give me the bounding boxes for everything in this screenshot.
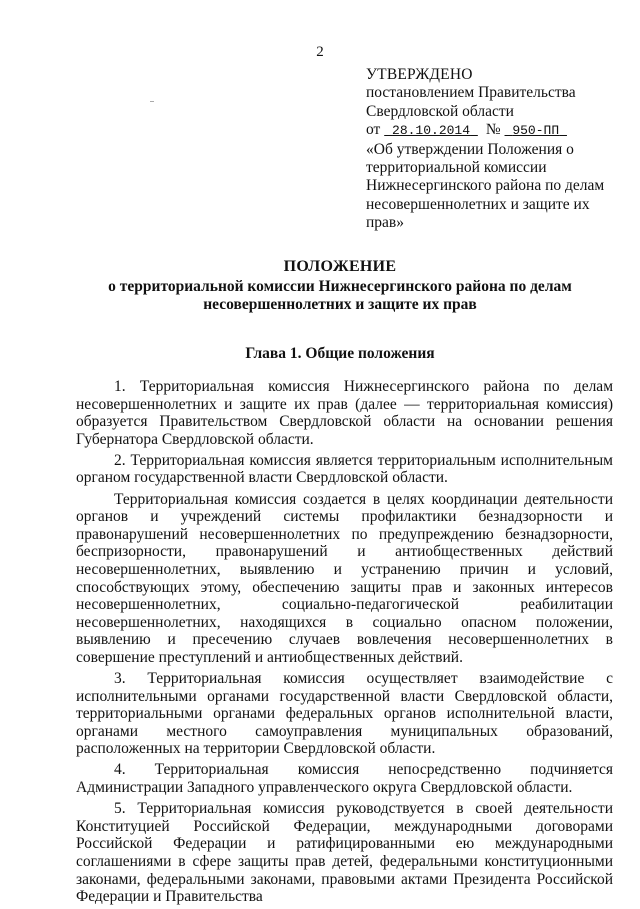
title-main: ПОЛОЖЕНИЕ [283,258,397,275]
number-prefix: № [485,121,501,139]
approval-line-1: постановлением Правительства [366,84,576,102]
page-number: 2 [316,44,324,60]
paragraph-1: 1. Территориальная комиссия Нижнесергинского района по делам несовершеннолетних и защите их прав (далее — территориальная комиссия) образуется Правительством Свердловской области на основании решения Губернатора Свердловской области. [76,378,613,448]
title-sub: о территориальной комиссии Нижнесергинского района по делам несовершеннолетних и защите их прав [108,277,572,313]
approval-line-2: Свердловской области [366,102,514,120]
approval-date: 28.10.2014 [392,123,471,139]
approval-block [366,66,616,233]
paragraph-2: 2. Территориальная комиссия является территориальным исполнительным органом государственной власти Свердловской области. [76,451,613,487]
paragraph-4: 4. Территориальная комиссия непосредственно подчиняется Администрации Западного управленческого округа Свердловской области. [76,761,613,797]
document-body [76,378,613,909]
document-title [60,258,620,315]
paragraph-2-cont: Территориальная комиссия создается в целях координации деятельности органов и учреждений системы профилактики безнадзорности и правонарушений несовершеннолетних по предупреждению безнадзорности, беспризорности, правонарушений и антиобщественных действий несовершеннолетних, выявлению и устранению причин и условий, способствующих этому, обеспечению защиты прав и законных интересов несовершеннолетних, социально-педагогической реабилитации несовершеннолетних, находящихся в социально опасном положении, выявлению и пресечению случаев вовлечения несовершеннолетних в совершение преступлений и антиобщественных действий. [76,490,613,666]
paragraph-5: 5. Территориальная комиссия руководствуется в своей деятельности Конституцией Российской Федерации, международными договорами Российской Федерации и ратифицированными ею международными соглашениями в сфере защиты прав детей, федеральными конституционными законами, федеральными законами, правовыми актами Президента Российской Федерации и Правительства [76,800,613,906]
chapter-heading: Глава 1. Общие положения [245,345,435,362]
scan-mark [150,101,154,102]
approval-subject: «Об утверждении Положения о территориальной комиссии Нижнесергинского района по делам несовершеннолетних и защите их прав» [366,140,605,232]
date-prefix: от [366,121,381,139]
approval-date-line [366,121,616,140]
approval-head: УТВЕРЖДЕНО [366,66,473,83]
paragraph-3: 3. Территориальная комиссия осуществляет взаимодействие с исполнительными органами государственной власти Свердловской области, территориальными органами федеральных органов исполнительной власти, органами местного самоуправления муниципальных образований, расположенных на территории Свердловской области. [76,670,613,758]
approval-number: 950-ПП [512,123,560,139]
